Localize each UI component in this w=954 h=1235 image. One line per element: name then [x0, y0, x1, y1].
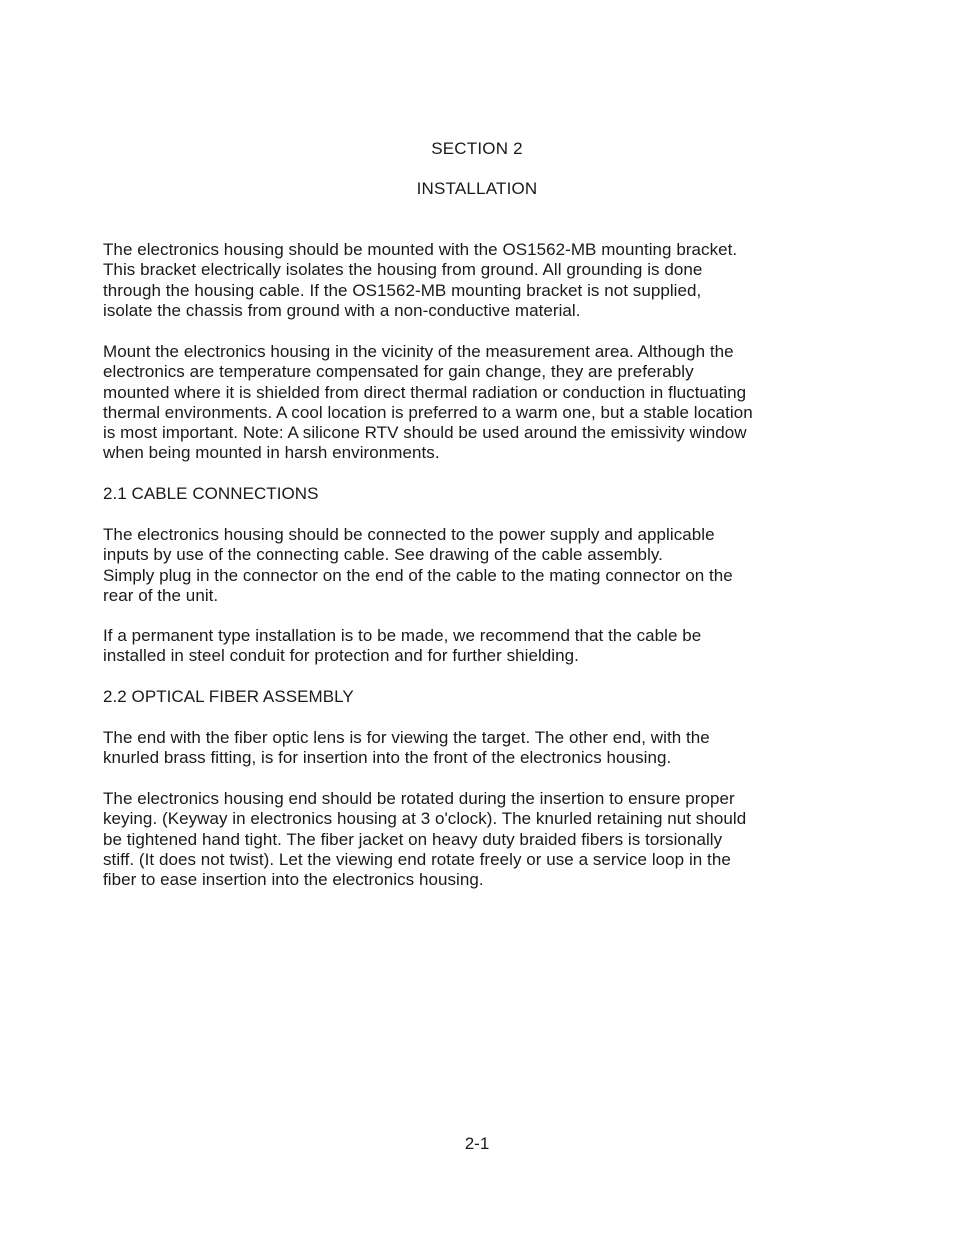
text-line: be tightened hand tight. The fiber jacket on heavy duty braided fibers is torsionally [103, 829, 723, 849]
text-line: keying. (Keyway in electronics housing at 3 o'clock). The knurled retaining nut should [103, 809, 747, 829]
text-line: through the housing cable. If the OS1562-MB mounting bracket is not supplied, [103, 280, 702, 300]
text-line: The electronics housing should be connected to the power supply and applicable [103, 525, 715, 544]
text-line: The end with the fiber optic lens is for viewing the target. The other end, with the [103, 728, 710, 747]
text-line: stiff. (It does not twist). Let the viewing end rotate freely or use a service loop in the [103, 849, 731, 869]
optical-fiber-paragraph-2 [103, 789, 863, 890]
cable-connections-heading: 2.1 CABLE CONNECTIONS [103, 484, 319, 503]
section-title: INSTALLATION [416, 179, 538, 198]
text-line: knurled brass fitting, is for insertion into the front of the electronics housing. [103, 748, 672, 768]
text-line: fiber to ease insertion into the electronics housing. [103, 870, 484, 890]
text-line: The electronics housing should be mounted with the OS1562-MB mounting bracket. [103, 240, 738, 259]
optical-fiber-paragraph-1 [103, 728, 863, 769]
intro-paragraph-mounting [103, 240, 863, 321]
cable-connections-paragraph-2 [103, 626, 863, 667]
section-number: SECTION 2 [431, 139, 523, 158]
text-line: This bracket electrically isolates the housing from ground. All grounding is done [103, 260, 703, 280]
text-line: Mount the electronics housing in the vicinity of the measurement area. Although the [103, 342, 734, 361]
text-line: isolate the chassis from ground with a non-conductive material. [103, 300, 581, 320]
text-line: inputs by use of the connecting cable. See drawing of the cable assembly. [103, 545, 663, 565]
text-line: rear of the unit. [103, 585, 219, 605]
text-line: electronics are temperature compensated for gain change, they are preferably [103, 362, 694, 382]
text-line: when being mounted in harsh environments. [103, 443, 440, 463]
text-line: installed in steel conduit for protection and for further shielding. [103, 646, 579, 666]
text-line: If a permanent type installation is to be made, we recommend that the cable be [103, 626, 702, 645]
text-line: is most important. Note: A silicone RTV should be used around the emissivity window [103, 423, 747, 443]
text-line: thermal environments. A cool location is preferred to a warm one, but a stable location [103, 402, 753, 422]
text-line: The electronics housing end should be rotated during the insertion to ensure proper [103, 789, 735, 808]
text-line: mounted where it is shielded from direct thermal radiation or conduction in fluctuating [103, 382, 747, 402]
text-line: Simply plug in the connector on the end of the cable to the mating connector on the [103, 565, 733, 585]
page-number: 2-1 [464, 1134, 490, 1153]
intro-paragraph-location [103, 342, 863, 464]
optical-fiber-heading: 2.2 OPTICAL FIBER ASSEMBLY [103, 687, 354, 706]
cable-connections-paragraph-1 [103, 525, 863, 606]
